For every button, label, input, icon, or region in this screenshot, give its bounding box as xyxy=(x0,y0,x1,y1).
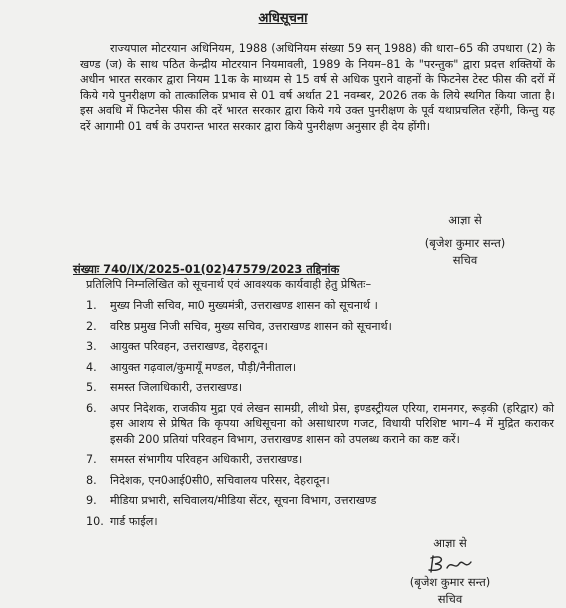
recipient-text: आयुक्त गढ़वाल/कुमायूँ मण्डल, पौड़ी/नैनीताल। xyxy=(110,360,297,374)
recipient-number: 2. xyxy=(86,319,97,333)
signatory-name: (बृजेश कुमार सन्त) xyxy=(424,236,506,250)
copy-to-intro: प्रतिलिपि निम्नलिखित को सूचनार्थ एवं आवश्यक कार्यवाही हेतु प्रेषितः– xyxy=(86,278,372,291)
recipient-item xyxy=(86,360,554,376)
recipient-item xyxy=(86,401,554,448)
recipient-item xyxy=(86,380,554,396)
recipient-item xyxy=(86,473,554,489)
recipient-text: समस्त संभागीय परिवहन अधिकारी, उत्तराखण्ड। xyxy=(110,453,303,466)
recipient-text: समस्त जिलाधिकारी, उत्तराखण्ड। xyxy=(110,381,243,394)
recipient-number: 1. xyxy=(86,299,97,312)
recipient-item xyxy=(86,452,554,468)
recipient-text: वरिष्ठ प्रमुख निजी सचिव, मुख्य सचिव, उत्तराखण्ड शासन को सूचनार्थ। xyxy=(110,319,392,333)
reference-number: संख्याः 740/IX/2025-01(02)47579/2023 तद्दिनांक xyxy=(73,262,340,276)
recipient-text: मुख्य निजी सचिव, मा0 मुख्यमंत्री, उत्तराखण्ड शासन को सूचनार्थ । xyxy=(110,299,378,312)
by-order-label: आज्ञा से xyxy=(448,213,482,227)
signatory-name-bottom: (बृजेश कुमार सन्त) xyxy=(409,575,491,589)
recipient-text: मीडिया प्रभारी, सचिवालय/मीडिया सेंटर, सूचना विभाग, उत्तराखण्ड xyxy=(110,494,377,507)
recipient-number: 10. xyxy=(86,514,104,528)
recipient-number: 4. xyxy=(86,360,97,374)
recipient-text: अपर निदेशक, राजकीय मुद्रा एवं लेखन सामग्री, लीथो प्रेस, इण्डस्ट्रीयल एरिया, रामनगर, रूड़की (हरिद्वार) को इस आशय से प्रेषित कि कृपया अधिसूचना को असाधारण गजट, विधायी परिशिष्ट भाग–4 में मुद्रित कराकर इसकी 200 प्रतियां परिवहन विभाग, उत्तराखण्ड शासन को उपलब्ध कराने का कष्ट करें। xyxy=(110,401,554,446)
recipient-number: 9. xyxy=(86,494,97,507)
recipient-item xyxy=(86,298,554,314)
signature-block-top xyxy=(395,212,535,269)
notification-title: अधिसूचना xyxy=(258,11,308,26)
recipient-text: निदेशक, एन0आई0सी0, सचिवालय परिसर, देहरादून। xyxy=(110,473,330,487)
recipient-number: 7. xyxy=(86,453,97,466)
recipient-item xyxy=(86,319,554,335)
recipient-item xyxy=(86,514,554,530)
recipient-item xyxy=(86,339,554,355)
handwritten-signature xyxy=(415,552,485,574)
recipient-item xyxy=(86,493,554,509)
recipient-number: 3. xyxy=(86,340,97,353)
recipient-number: 8. xyxy=(86,473,97,487)
recipient-text: आयुक्त परिवहन, उत्तराखण्ड, देहरादून। xyxy=(110,340,268,353)
signatory-designation: सचिव xyxy=(452,253,478,267)
recipient-text: गार्ड फाईल। xyxy=(110,514,158,528)
signatory-designation-bottom: सचिव xyxy=(437,592,463,606)
recipient-number: 6. xyxy=(86,401,97,415)
signature-block-bottom xyxy=(380,535,520,608)
by-order-label-bottom: आज्ञा से xyxy=(433,536,467,550)
recipient-list xyxy=(86,298,554,534)
recipient-number: 5. xyxy=(86,381,97,394)
notification-body: राज्यपाल मोटरयान अधिनियम, 1988 (अधिनियम संख्या 59 सन् 1988) की धारा–65 की उपधारा (2) के खण्ड (ज) के साथ पठित केन्द्रीय मोटरयान नियमावली, 1989 के नियम–81 के "परन्तुक" द्वारा प्रदत्त शक्तियों के अधीन भारत सरकार द्वारा नियम 11क के माध्यम से 15 वर्ष से अधिक पुराने वाहनों के फिटनेस टेस्ट फीस की दरों में किये गये पुनरीक्षण को तात्कालिक प्रभाव से 01 वर्ष अर्थात 21 नवम्बर, 2026 तक के लिये स्थगित किया जाता है। इस अवधि में फिटनेस फीस की दरें भारत सरकार द्वारा किये गये उक्त पुनरीक्षण के पूर्व यथाप्रचलित रहेंगी, किन्तु यह दरें आगामी 01 वर्ष के उपरान्त भारत सरकार द्वारा किये पुनरीक्षण अनुसार ही देय होंगी। xyxy=(80,42,555,133)
